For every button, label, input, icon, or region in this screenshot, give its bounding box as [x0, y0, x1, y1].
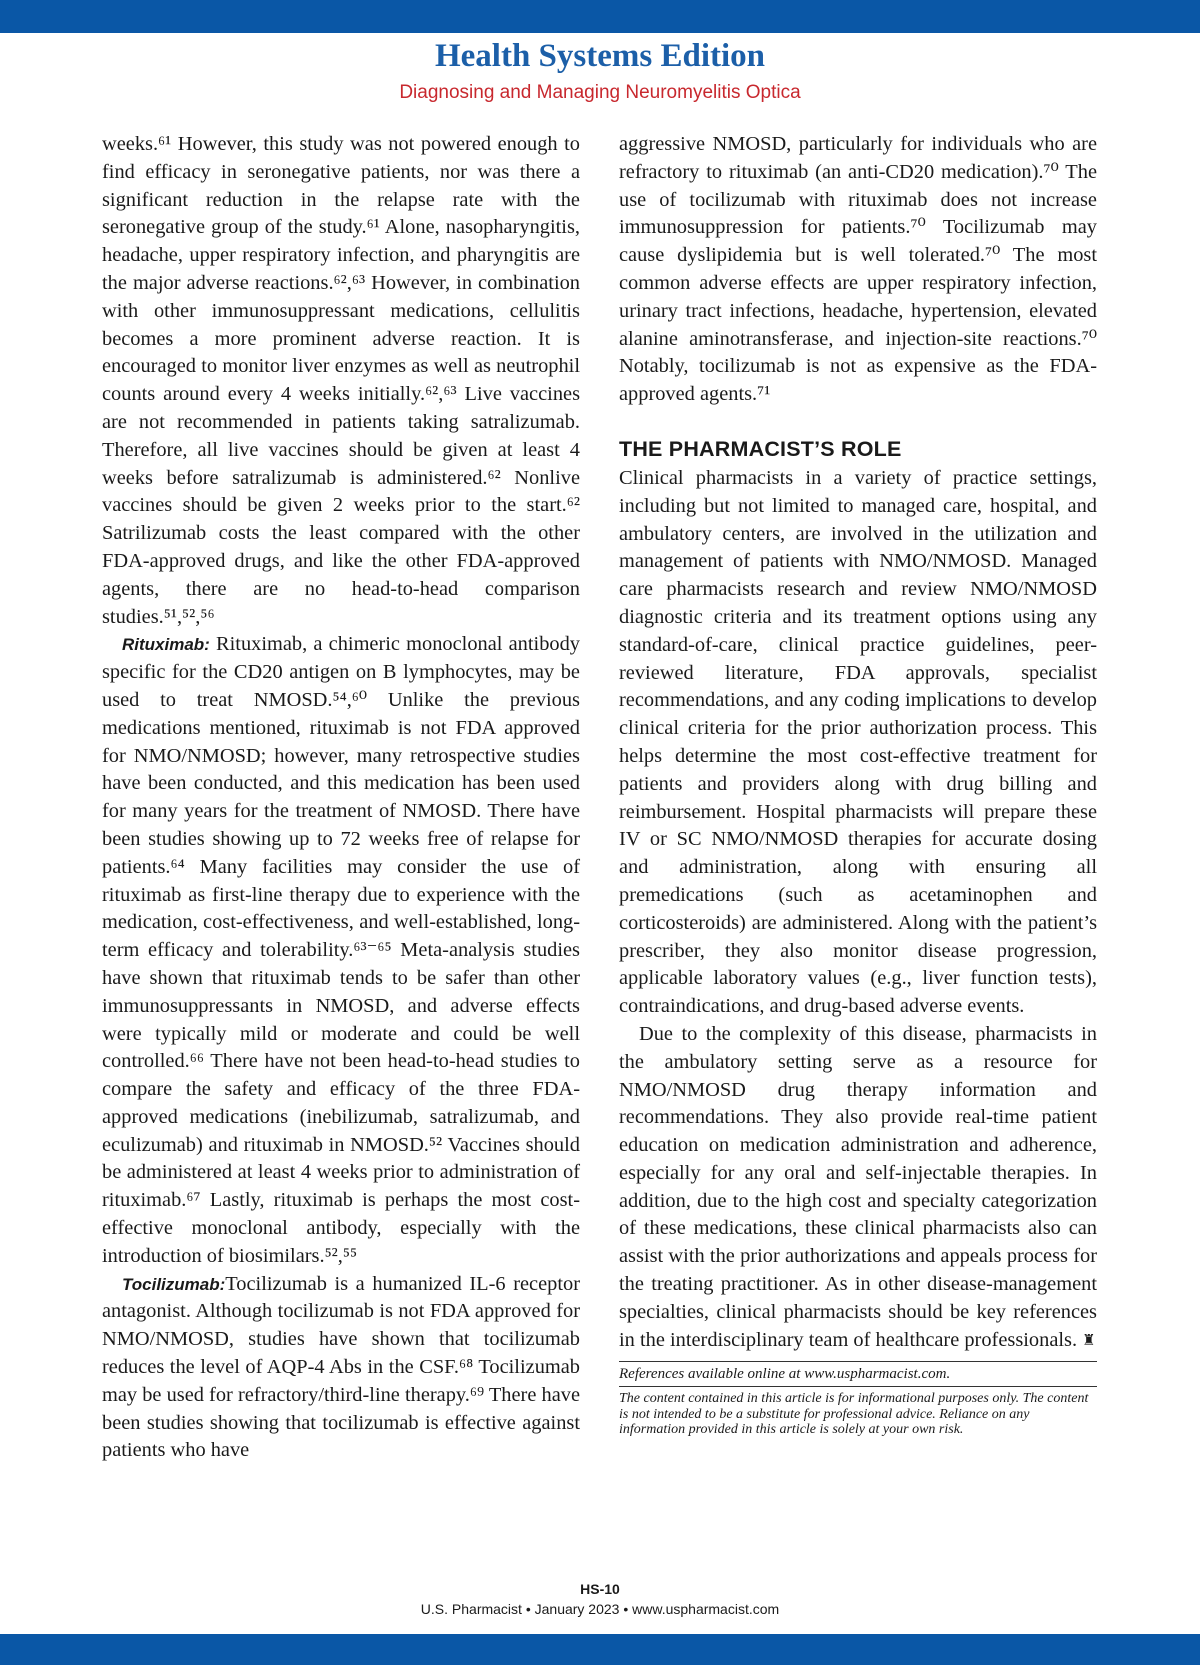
ambulatory-text: Due to the complexity of this disease, pharmacists in the ambulatory setting serve as a resource for NMO/NMOSD drug therapy information and recommendations. They also provide real-time patient education on medication administration and adherence, especially for any oral and self-injectable therapies. In addition, due to the high cost and specialty categorization of these medications, these clinical pharmacists also can assist with the prior authorizations and appeals process for the treating practitioner. As in other disease-management specialties, clinical pharmacists should be key references in the interdisciplinary team of healthcare professionals. — [619, 1022, 1097, 1351]
paragraph-rituximab — [102, 631, 580, 1270]
article-title: Diagnosing and Managing Neuromyelitis Optica — [399, 82, 801, 103]
paragraph-tocilizumab-continued: aggressive NMOSD, particularly for individuals who are refractory to rituximab (an anti-CD20 medication).⁷⁰ The use of tocilizumab with rituximab does not increase immunosuppression for patients.⁷⁰ Tocilizumab may cause dyslipidemia but is well tolerated.⁷⁰ The most common adverse effects are upper respiratory infection, urinary tract infections, headache, hypertension, elevated alanine aminotransferase, and injection-site reactions.⁷⁰ Notably, tocilizumab is not as expensive as the FDA-approved agents.⁷¹ — [619, 133, 1097, 406]
paragraph-pharmacist-settings: Clinical pharmacists in a variety of practice settings, including but not limited to managed care, hospital, and ambulatory centers, are involved in the utilization and management of patients with NMO/NMOSD. Managed care pharmacists research and review NMO/NMOSD diagnostic criteria and its treatment options using any standard-of-care, clinical practice guidelines, peer-reviewed literature, FDA approvals, specialist recommendations, and any coding implications to develop clinical criteria for the prior authorization process. This helps determine the most cost-effective treatment for patients and providers along with drug billing and reimbursement. Hospital pharmacists will prepare these IV or SC NMO/NMOSD therapies for accurate dosing and administration, along with ensuring all premedications (such as acetaminophen and corticosteroids) are administered. Along with the patient’s prescriber, they also monitor disease progression, applicable laboratory values (e.g., liver function tests), contraindications, and drug-based adverse events. — [619, 466, 1097, 1018]
bottom-color-bar — [0, 1634, 1200, 1665]
top-color-bar — [0, 0, 1200, 33]
rituximab-text: Rituximab, a chimeric monoclonal antibody specific for the CD20 antigen on B lymphocytes, may be used to treat NMOSD.⁵⁴,⁶⁰ Unlike the previous medications mentioned, rituximab is not FDA approved for NMO/NMOSD; however, many retrospective studies have been conducted, and this medication has been used for many years for the treatment of NMOSD. There have been studies showing up to 72 weeks free of relapse for patients.⁶⁴ Many facilities may consider the use of rituximab as first-line therapy due to experience with the medication, cost-effectiveness, and well-established, long-term efficacy and tolerability.⁶³⁻⁶⁵ Meta-analysis studies have shown that rituximab tends to be safer than other immunosuppressants in NMOSD, and adverse effects were typically mild or moderate and could be well controlled.⁶⁶ There have not been head-to-head studies to compare the safety and efficacy of the three FDA-approved medications (inebilizumab, satralizumab, and eculizumab) and rituximab in NMOSD.⁵² Vaccines should be administered at least 4 weeks prior to administration of rituximab.⁶⁷ Lastly, rituximab is perhaps the most cost-effective monoclonal antibody, especially with the introduction of biosimilars.⁵²,⁵⁵ — [102, 633, 580, 1267]
paragraph-tocilizumab — [102, 1271, 580, 1466]
paragraph-satralizumab: weeks.⁶¹ However, this study was not powered enough to find efficacy in seronegative patients, nor was there a significant reduction in the relapse rate with the seronegative group of the study.⁶¹ Alone, nasopharyngitis, headache, upper respiratory infection, and pharyngitis are the major adverse reactions.⁶²,⁶³ However, in combination with other immunosuppressant medications, cellulitis becomes a more prominent adverse reaction. It is encouraged to monitor liver enzymes as well as neutrophil counts around every 4 weeks initially.⁶²,⁶³ Live vaccines are not recommended in patients taking satralizumab. Therefore, all live vaccines should be given at least 4 weeks before satralizumab is administered.⁶² Nonlive vaccines should be given 2 weeks prior to the start.⁶² Satrilizumab costs the least compared with the other FDA-approved drugs, and like the other FDA-approved agents, there are no head-to-head comparison studies.⁵¹,⁵²,⁵⁶ — [102, 133, 580, 628]
references-note: References available online at www.uspharmacist.com. — [619, 1361, 1097, 1387]
edition-title: Health Systems Edition — [434, 38, 766, 74]
paragraph-ambulatory — [619, 1021, 1097, 1356]
left-column — [102, 131, 580, 1465]
section-heading-pharmacists-role: THE PHARMACIST’S ROLE — [619, 436, 902, 461]
right-column — [619, 131, 1097, 1438]
rituximab-label: Rituximab: — [122, 635, 210, 655]
page-number: HS-10 — [580, 1581, 620, 1597]
tocilizumab-text: Tocilizumab is a humanized IL-6 receptor antagonist. Although tocilizumab is not FDA approved for NMO/NMOSD, studies have shown that tocilizumab reduces the level of AQP-4 Abs in the CSF.⁶⁸ Tocilizumab may be used for refractory/third-line therapy.⁶⁹ There have been studies showing that tocilizumab is effective against patients who have — [102, 1272, 580, 1462]
disclaimer: The content contained in this article is for informational purposes only. The content is not intended to be a substitute for professional advice. Reliance on any information provided in this article is solely at your own risk. — [619, 1391, 1089, 1438]
publication-footer: U.S. Pharmacist • January 2023 • www.uspharmacist.com — [420, 1601, 780, 1617]
tocilizumab-label: Tocilizumab: — [122, 1274, 226, 1294]
end-of-article-icon: ♜ — [1082, 1332, 1096, 1349]
